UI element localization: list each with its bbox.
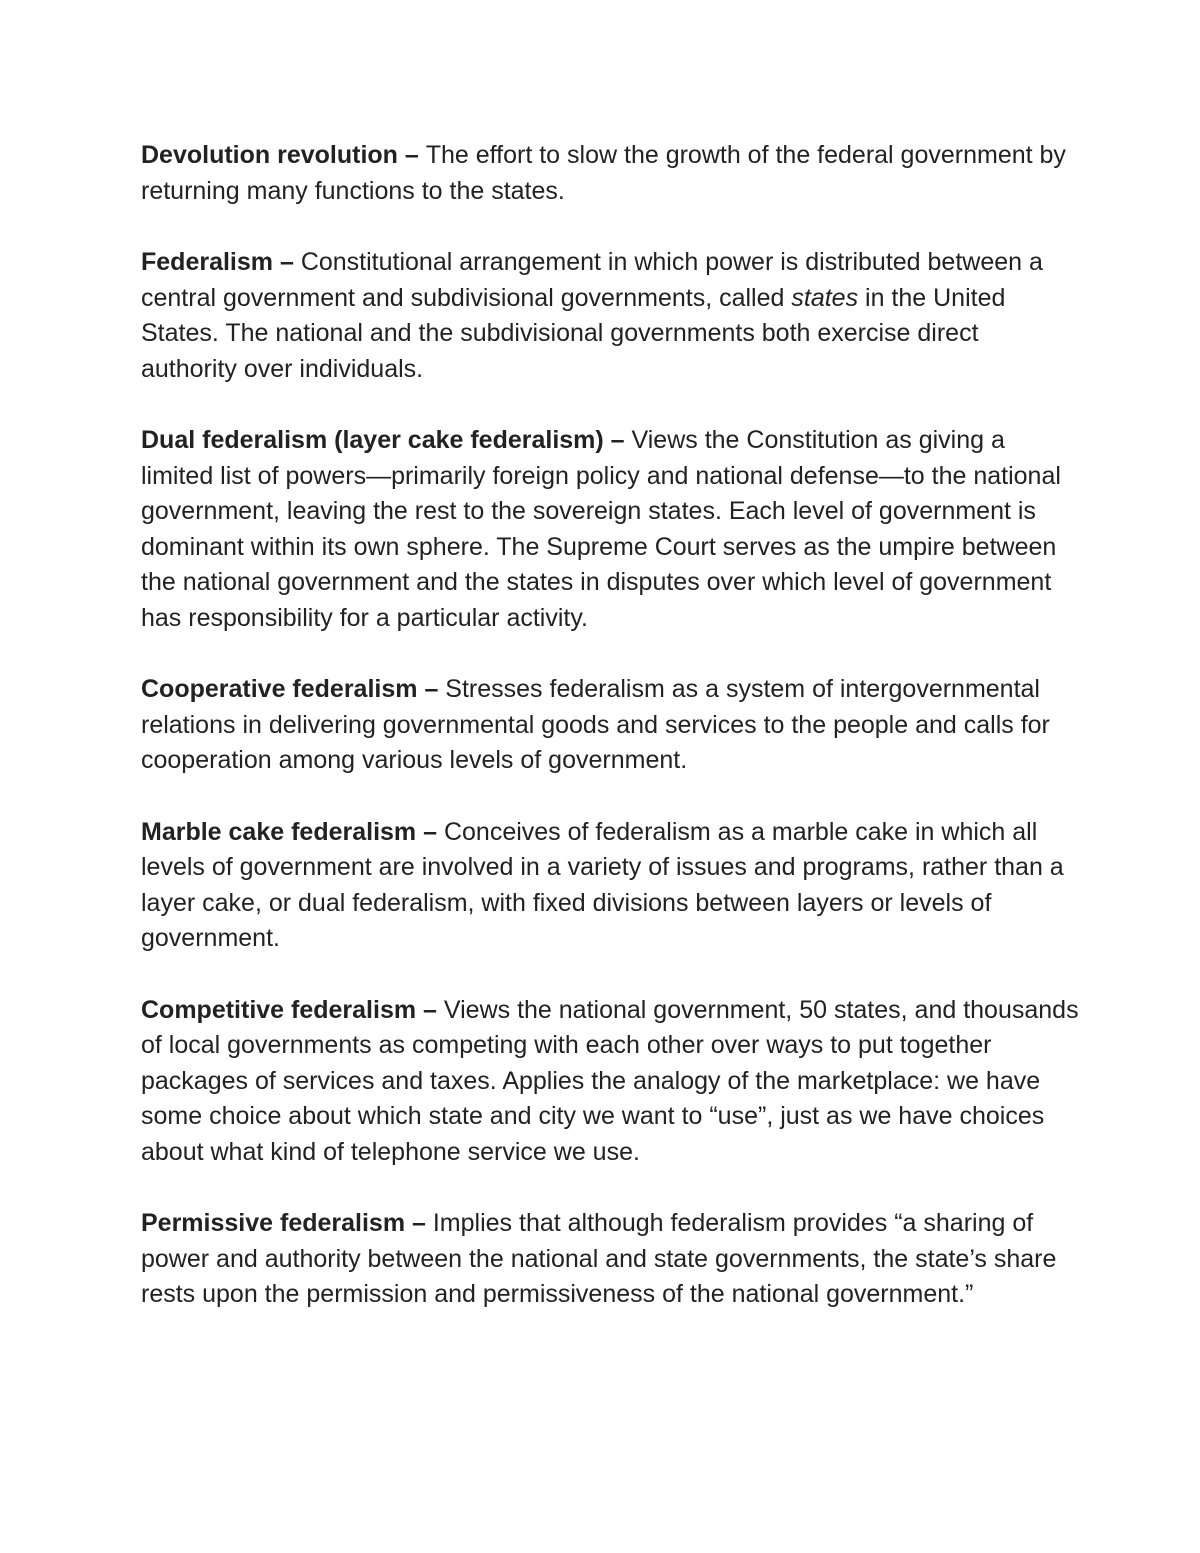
glossary-definition: Stresses federalism as a system of intergovernmental relations in delivering governmental goods and services to the people and calls for cooperation among various levels of government. xyxy=(141,675,1050,774)
glossary-definition: Constitutional arrangement in which power is distributed between a central government and subdivisional governments, called xyxy=(141,248,1043,312)
glossary-entry-federalism xyxy=(141,245,1081,387)
glossary-term: Marble cake federalism xyxy=(141,817,417,846)
glossary-definition: in the United States. The national and the subdivisional governments both exercise direct authority over individuals. xyxy=(141,283,1006,383)
glossary-term: Cooperative federalism xyxy=(141,675,418,703)
glossary-definition: Implies that although federalism provides “a sharing of power and authority between the national and state governments, the state’s share rests upon the permission and permissiveness of the national government.” xyxy=(141,1209,1057,1308)
glossary-term: Federalism xyxy=(141,248,274,276)
glossary-entry-dual-federalism xyxy=(141,423,1081,636)
glossary-entry-cooperative-federalism xyxy=(141,672,1081,779)
term-dash: – xyxy=(416,817,444,846)
glossary-term: Permissive federalism xyxy=(141,1209,406,1237)
term-dash: – xyxy=(397,141,426,169)
glossary-entry-devolution-revolution xyxy=(141,138,1081,209)
glossary-entry-competitive-federalism xyxy=(141,993,1081,1171)
glossary-entry-permissive-federalism xyxy=(141,1206,1081,1313)
term-dash: – xyxy=(405,1209,433,1237)
glossary-definition: The effort to slow the growth of the federal government by returning many functions to the states. xyxy=(141,141,1066,205)
glossary-definition: Views the Constitution as giving a limited list of powers—primarily foreign policy and national defense—to the national government, leaving the rest to the sovereign states. Each level of government is dominant within its own sphere. The Supreme Court serves as the umpire between the national government and the states in disputes over which level of government has responsibility for a particular activity. xyxy=(141,426,1061,632)
term-dash: – xyxy=(417,675,446,703)
glossary-term: Competitive federalism xyxy=(141,995,417,1024)
glossary-definition-italic: states xyxy=(791,283,859,312)
term-dash: – xyxy=(416,995,444,1024)
glossary-entry-marble-cake-federalism xyxy=(141,815,1081,957)
glossary-term: Dual federalism (layer cake federalism) xyxy=(141,426,604,454)
glossary-definition: Views the national government, 50 states, and thousands of local governments as competing with each other over ways to put together packages of services and taxes. Applies the analogy of the marketplace: we have some choice about which state and city we want to “use”, just as we have choices about what kind of telephone service we use. xyxy=(141,995,1079,1166)
glossary-definition: Conceives of federalism as a marble cake in which all levels of government are involved in a variety of issues and programs, rather than a layer cake, or dual federalism, with fixed divisions between layers or levels of government. xyxy=(141,817,1064,952)
term-dash: – xyxy=(603,426,632,454)
glossary-term: Devolution revolution xyxy=(141,141,398,169)
term-dash: – xyxy=(273,248,301,276)
document-page xyxy=(141,138,1081,1349)
